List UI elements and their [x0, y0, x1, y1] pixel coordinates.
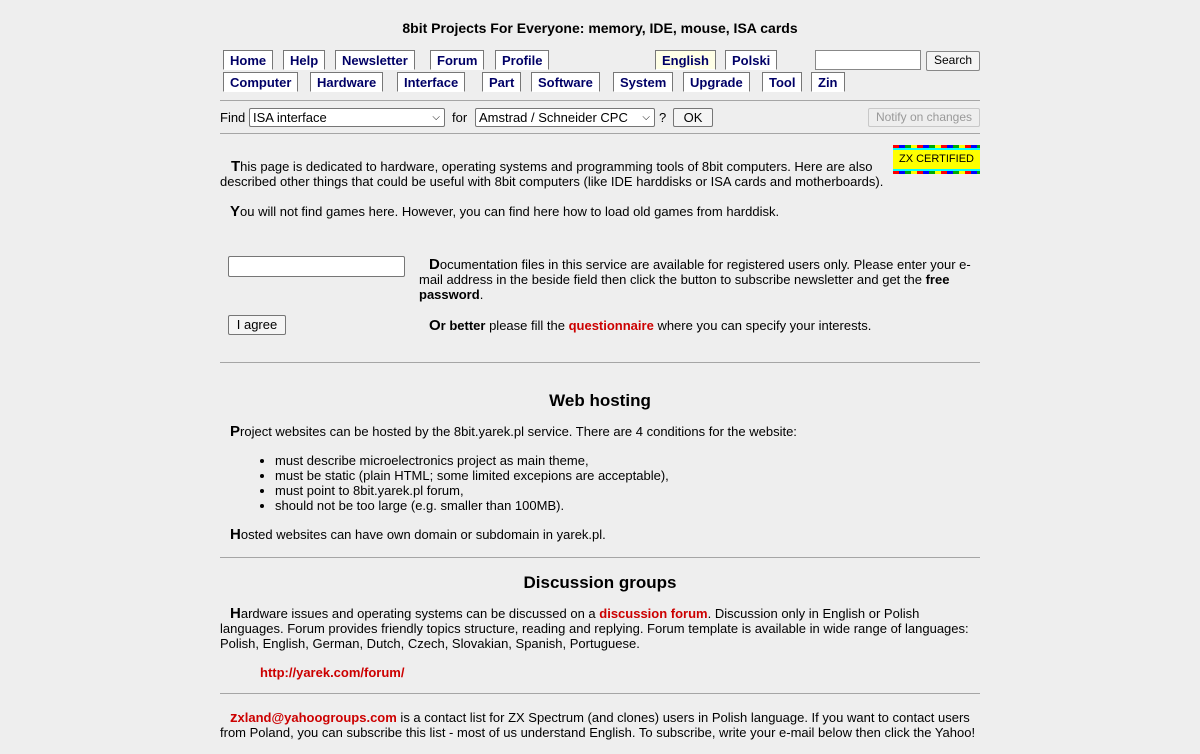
tab-software[interactable]: Software [531, 72, 600, 92]
site-title: 8bit Projects For Everyone: memory, IDE, mouse, ISA cards [402, 20, 798, 36]
list-item: • must point to 8bit.yarek.pl forum, [275, 483, 669, 498]
ok-button[interactable]: OK [673, 108, 713, 127]
list-item: • must be static (plain HTML; some limited excepions are acceptable), [275, 468, 669, 483]
tab-profile[interactable]: Profile [495, 50, 549, 70]
agree-button[interactable]: I agree [228, 315, 286, 335]
tab-help[interactable]: Help [283, 50, 325, 70]
search-button[interactable]: Search [926, 51, 980, 71]
web-hosting-heading: Web hosting [549, 391, 651, 410]
help-question-mark[interactable]: ? [659, 110, 667, 125]
discussion-heading: Discussion groups [523, 573, 677, 592]
free-password-text: free password [419, 272, 950, 302]
questionnaire-paragraph: Or better please fill the questionnaire where you can specify your interests. [429, 317, 872, 334]
zxland-paragraph: zxland@yahoogroups.com is a contact list for ZX Spectrum (and clones) users in Polish language. If you want to contact users from Poland, you can subscribe this list - most of us understand English. To subscribe, write your e-mail below then click the Yahoo! [220, 709, 976, 740]
nav-row-main [220, 50, 980, 72]
chevron-down-icon: ⌵ [432, 112, 440, 123]
discussion-section [220, 558, 980, 693]
tab-hardware[interactable]: Hardware [310, 72, 383, 92]
notify-button[interactable]: Notify on changes [868, 108, 980, 127]
zxland-email-link[interactable]: zxland@yahoogroups.com [230, 709, 397, 726]
tab-tool[interactable]: Tool [762, 72, 802, 92]
tab-forum[interactable]: Forum [430, 50, 484, 70]
hosting-intro-paragraph: Project websites can be hosted by the 8bit.yarek.pl service. There are 4 conditions for the website: [230, 423, 797, 440]
find-label: Find [220, 110, 246, 125]
nav-row-categories [220, 72, 980, 94]
page-content [220, 0, 980, 754]
hosted-domains-paragraph: Hosted websites can have own domain or subdomain in yarek.pl. [230, 526, 606, 543]
list-item: • should not be too large (e.g. smaller than 100MB). [275, 498, 669, 513]
zx-certified-badge[interactable] [893, 145, 980, 174]
tab-part[interactable]: Part [482, 72, 521, 92]
web-hosting-section [220, 363, 980, 557]
tab-polski[interactable]: Polski [725, 50, 777, 70]
forum-url-link[interactable]: http://yarek.com/forum/ [260, 665, 405, 680]
search-input[interactable] [815, 50, 921, 70]
email-input[interactable] [228, 256, 405, 277]
discussion-forum-link[interactable]: discussion forum [599, 606, 708, 621]
tab-system[interactable]: System [613, 72, 673, 92]
intro-paragraph: This page is dedicated to hardware, operating systems and programming tools of 8bit computers. Here are also described other things that could be useful with 8bit computers (like IDE harddisks or ISA cards and motherboards). [220, 158, 884, 189]
questionnaire-link[interactable]: questionnaire [568, 318, 654, 333]
badge-text: ZX CERTIFIED [893, 148, 980, 171]
documentation-paragraph: Documentation files in this service are available for registered users only. Please enter your e-mail address in the beside field then click the button to subscribe newsletter and get the free password. [419, 256, 971, 302]
tab-english[interactable]: English [655, 50, 716, 70]
chevron-down-icon: ⌵ [642, 112, 650, 123]
tab-zin[interactable]: Zin [811, 72, 845, 92]
find-bar [220, 101, 980, 133]
list-item: • must describe microelectronics project as main theme, [275, 453, 669, 468]
zxland-section [220, 694, 980, 754]
computer-select[interactable] [475, 108, 655, 127]
category-value: ISA interface [253, 110, 327, 125]
category-select[interactable] [249, 108, 445, 127]
intro-section [220, 134, 980, 362]
discussion-paragraph: Hardware issues and operating systems can be discussed on a discussion forum. Discussion only in English or Polish languages. Forum provides friendly topics structure, reading and replying. Forum template is available in wide range of languages: Polish, English, German, Dutch, Czech, Slovakian, Spanish, Portuguese. [220, 605, 969, 651]
hosting-conditions-list [220, 453, 669, 513]
tab-interface[interactable]: Interface [397, 72, 465, 92]
computer-value: Amstrad / Schneider CPC [479, 110, 628, 125]
tab-upgrade[interactable]: Upgrade [683, 72, 750, 92]
tab-computer[interactable]: Computer [223, 72, 298, 92]
tab-home[interactable]: Home [223, 50, 273, 70]
no-games-paragraph: You will not find games here. However, you can find here how to load old games from harddisk. [230, 203, 780, 220]
tab-newsletter[interactable]: Newsletter [335, 50, 415, 70]
for-label: for [452, 110, 468, 125]
